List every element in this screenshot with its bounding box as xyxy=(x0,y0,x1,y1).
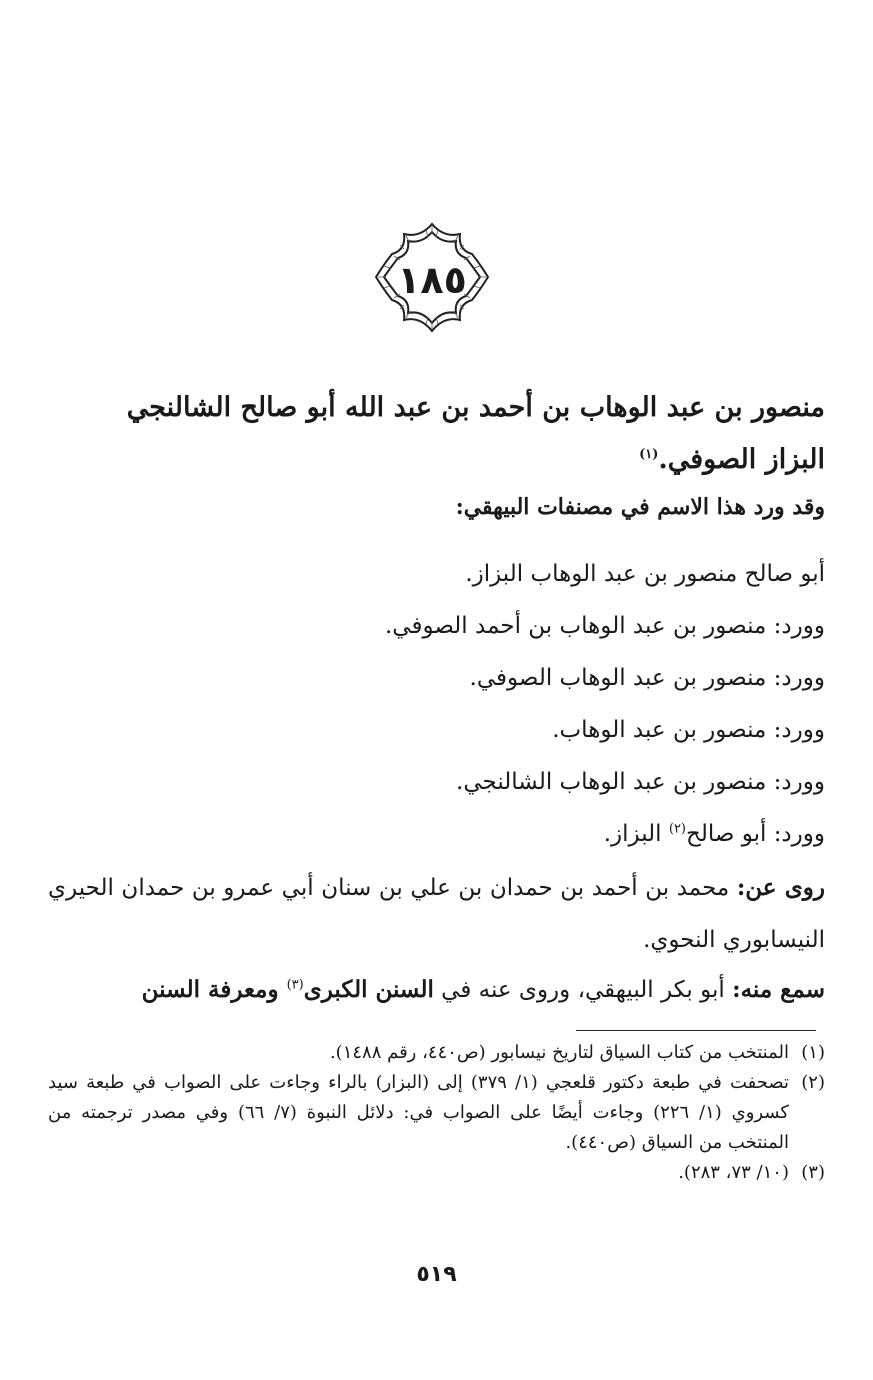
footnote xyxy=(48,1068,825,1158)
footnote-text: المنتخب من كتاب السياق لتاريخ نيسابور (ص٤٤٠، رقم ١٤٨٨). xyxy=(329,1042,789,1063)
book-title-sunan: السنن الكبرى xyxy=(303,976,434,1003)
intro-text: وقد ورد هذا الاسم في مصنفات البيهقي: xyxy=(455,494,825,520)
footnote-text: (١٠/ ٧٣، ٢٨٣). xyxy=(678,1162,789,1183)
footnote-ref-1: (١) xyxy=(639,447,659,462)
footnote xyxy=(48,1038,825,1068)
footnote-ref-2: (٢) xyxy=(668,821,686,837)
footnote-number: (١) xyxy=(801,1042,825,1063)
entry-number: ١٨٥ xyxy=(397,258,467,302)
entry-title-line1: منصور بن عبد الوهاب بن أحمد بن عبد الله أبو صالح الشالنجي xyxy=(126,392,825,423)
footnote-separator xyxy=(576,1030,816,1031)
heard-from-paragraph: سمع منه: أبو بكر البيهقي، وروى عنه في السنن الكبرى$^{(٣)}$ ومعرفة السنن xyxy=(141,976,825,1003)
footnotes xyxy=(48,1038,825,1188)
name-variants-list xyxy=(48,548,825,860)
book-title-marifa: ومعرفة السنن xyxy=(141,976,287,1003)
name-variant: وورد: منصور بن عبد الوهاب. xyxy=(552,717,825,743)
name-variant-last: وورد: أبو صالح$^{(٢)}$ البزاز. xyxy=(603,821,825,847)
entry-title xyxy=(48,382,825,486)
narrated-from-paragraph xyxy=(48,862,825,966)
narrated-from-label: روى عن: xyxy=(736,874,825,901)
name-variant: وورد: منصور بن عبد الوهاب بن أحمد الصوفي. xyxy=(385,613,825,639)
narrated-from-text: محمد بن أحمد بن حمدان بن علي بن سنان أبي عمرو بن حمدان الحيري النيسابوري النحوي. xyxy=(48,875,825,953)
footnote-number: (٢) xyxy=(801,1072,825,1093)
name-variant: وورد: منصور بن عبد الوهاب الشالنجي. xyxy=(456,769,825,795)
footnote-text: تصحفت في طبعة دكتور قلعجي (١/ ٣٧٩) إلى (البزار) بالراء وجاءت على الصواب في طبعة سيد كسروي (١/ ٢٢٦) وجاءت أيضًا على الصواب في: دلائل النبوة (٧/ ٦٦) وفي مصدر ترجمته من المنتخب من السياق (ص٤٤٠). xyxy=(48,1072,789,1153)
entry-title-line2: البزاز الصوفي. xyxy=(658,444,825,475)
footnote-ref-3: (٣) xyxy=(286,977,304,993)
heard-from-label: سمع منه: xyxy=(732,976,825,1003)
entry-number-ornament xyxy=(372,220,492,335)
name-variant: أبو صالح منصور بن عبد الوهاب البزاز. xyxy=(465,561,825,587)
page-number: ٥١٩ xyxy=(416,1262,457,1287)
footnote-number: (٣) xyxy=(801,1162,825,1183)
footnote xyxy=(48,1158,825,1188)
name-variant: وورد: منصور بن عبد الوهاب الصوفي. xyxy=(469,665,825,691)
